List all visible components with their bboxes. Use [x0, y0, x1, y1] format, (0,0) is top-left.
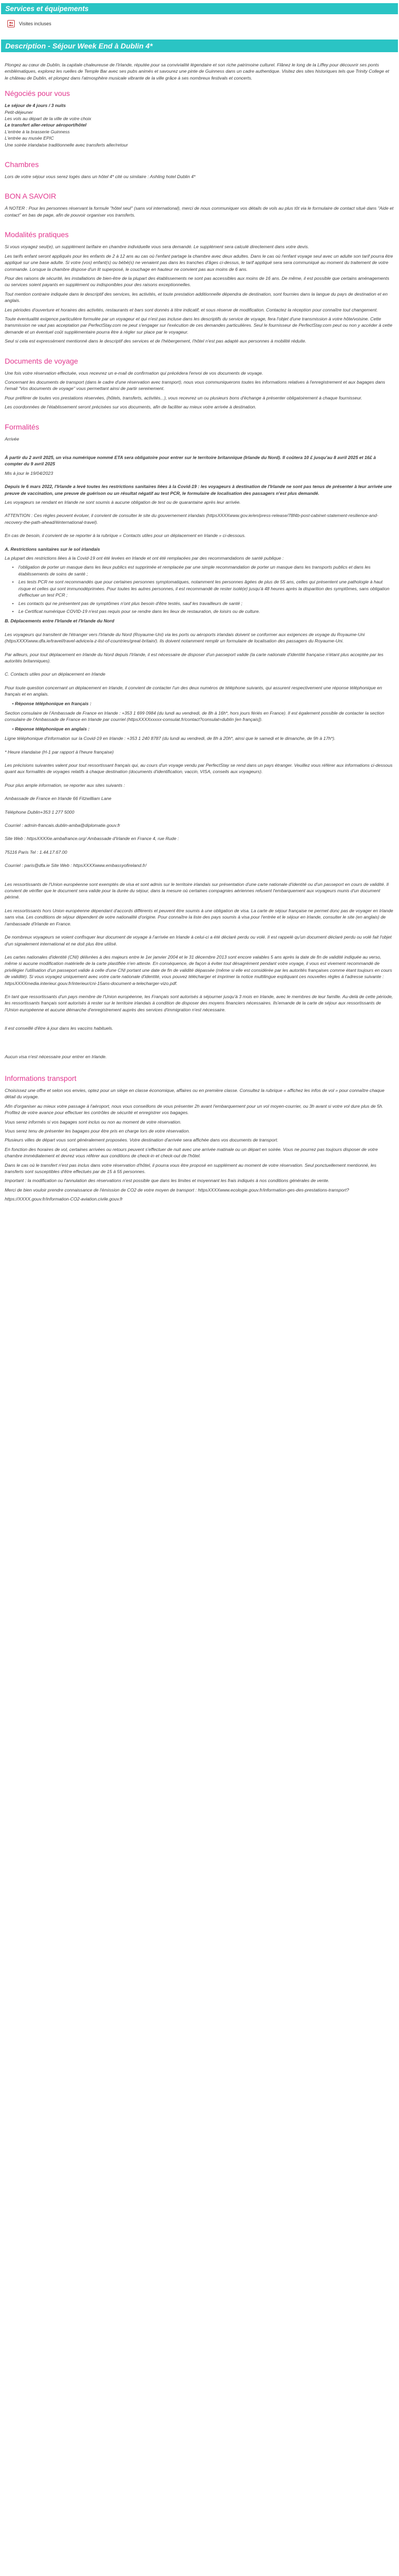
description-header: Description - Séjour Week End à Dublin 4* [1, 40, 398, 52]
chambres-title: Chambres [5, 160, 39, 169]
embassy-line: Ambassade de France en Irlande 66 Fitzwilliam Lane [5, 796, 112, 802]
description-content [0, 52, 399, 1203]
embassy-line: Téléphone Dublin+353 1 277 5000 [5, 809, 75, 815]
french-phone-text: Section consulaire de l'Ambassade de France en Irlande : +353 1 699 0984 (du lundi au vendredi, de 8h à 16h*, hors jours fériés en France). Il est également possible de contacter la section consulaire de l'Ambassade de France en Irlande par courriel (httpsXXXXxxxxx-consulat.fr/contact?consulat=dublin [en français]). [5, 710, 384, 723]
section-b-text: Les voyageurs qui transitent de l'étranger vers l'Irlande du Nord (Royaume-Uni) via les ports ou aéroports irlandais doivent se conformer aux exigences de voyage du Royaume-Uni (httpsXXXXwww.dfa.ie/travel/travel-advice/a-z-list-of-countries/great-britain/). Ils doivent notamment remplir un formulaire de localisation des passagers du Royaume-Uni. [5, 631, 365, 644]
chambres-text: Lors de votre séjour vous serez logés dans un hôtel 4* cité ou similaire : Ashling hotel Dublin 4* [5, 174, 196, 180]
transport-paragraph: Plusieurs villes de départ vous sont généralement proposées. Votre destination d'arrivée sera affichée dans vos documents de transport. [5, 1137, 278, 1143]
formalites-paragraph: En cas de besoin, il convient de se reporter à la rubrique « Contacts utiles pour un déplacement en Irlande » ci-dessous. [5, 533, 246, 539]
formalites-paragraph: En tant que ressortissants d'un pays membre de l'Union européenne, les Français sont autorisés à séjourner jusqu'à 3 mois en Irlande, avec le membres de leur famille. Au-delà de cette période, les ressortissants français sont autorisés à rester sur le territoire irlandais à condition de disposer des moyens financiers nécessaires. Ils'emande de la carte de séjour aux ressortissants de l'Union européenne et aucune démarche d'enregistrement auprès des services d'immigration n'est nécessaire. [5, 993, 393, 1012]
attention-text: ATTENTION : Ces règles peuvent évoluer, il convient de consulter le site du gouvernement irlandais (httpsXXXXwww.gov.ie/en/press-release/78f4b-post-cabinet-statement-resilience-and-recovery-the-path-ahead/#international-travel). [5, 513, 378, 525]
formalites-paragraph: Pour plus ample information, se reporter aux sites suivants : [5, 782, 125, 788]
list-item: • Les contacts qui ne présentent pas de symptômes n'ont plus besoin d'être testés, sauf les travailleurs de santé ; [12, 600, 394, 607]
group-icon [7, 20, 15, 27]
transport-paragraph: Vous serez informés si vos bagages sont inclus ou non au moment de votre réservation. [5, 1119, 182, 1125]
documents-paragraph: Concernant les documents de transport (dans le cadre d'une réservation avec transport), nous vous communiquerons toutes les informations relatives à l'enregistrement et aux bagages dans l'email "Vos documents de voyage" vous permettant ainsi de partir sereinement. [5, 379, 385, 392]
embassy-line: Courriel : paris@dfa.ie Site Web : httpsXXXXwww.embassyofireland.fr/ [5, 863, 147, 869]
transport-paragraph: Dans le cas où le transfert n'est pas inclus dans votre réservation d'hôtel, il pourra vous être proposé en supplément au moment de votre réservation. Seul ponctuellement mentionné, les transferts sont susceptibles d'être effectués par de 15 à 55 personnes. [5, 1162, 376, 1175]
formalites-paragraph: Les ressortissants hors Union européenne dépendant d'accords différents et peuvent être soumis à une obligation de visa. La carte de séjour française ne permet donc pas de voyager en Irlande sans visa. Les conditions de séjour dépendent de votre nationalité d'origine. Pour connaître la liste des pays soumis à visa pour l'entrée et le séjour en Irlande, consulter le site (en anglais) de l'ambassade d'Irlande en France. [5, 908, 393, 926]
transport-paragraph: Merci de bien vouloir prendre connaissance de l'émission de CO2 de votre moyen de transport : httpsXXXXwww.ecologie.gouv.fr/information-ges-des-prestations-transport? [5, 1187, 349, 1193]
bon-a-savoir-title: BON A SAVOIR [5, 192, 56, 201]
list-item: L'entrée à la brasserie Guinness [5, 129, 70, 134]
bon-a-savoir-text: À NOTER : Pour les personnes réservant la formule "hôtel seul" (sans vol international), merci de nous communiquer vos détails de vols au plus tôt via le formulaire de contact situé dans "Aide et contact" en bas de page, afin de pouvoir organiser vos transferts. [5, 206, 394, 218]
embassy-line: 75116 Paris Tel : 1.44.17.67.00 [5, 849, 67, 855]
transport-paragraph: https://XXXX.gouv.fr/information-CO2-aviation.civile.gouv.fr [5, 1196, 123, 1202]
section-b-title: B. Déplacements entre l'Irlande et l'Irlande du Nord [5, 618, 114, 624]
transport-paragraph: En fonction des horaires de vol, certaines arrivées ou retours peuvent s'effectuer de nuit avec une arrivée matinale ou un départ en soirée. Vous ne pourrez pas toujours disposer de votre chambre immédiatement et devrez vous référer aux conditions de check-in et check-out de l'hôtel. [5, 1146, 378, 1159]
transport-paragraph: Important : la modification ou l'annulation des réservations n'est possible que dans les limites et moyennant les frais indiqués à nos conditions générales de vente. [5, 1178, 330, 1184]
modalites-title: Modalités pratiques [5, 230, 69, 239]
depuis-text: Depuis le 6 mars 2022, l'Irlande a levé toutes les restrictions sanitaires liées à la Covid-19 : les voyageurs à destination de l'Irlande ne sont pas tenus de présenter à leur arrivée une preuve de vaccination, une preuve de guérison ou un résultat négatif au test PCR, le formulaire de localisation des passagers n'est plus demandé. [5, 484, 392, 496]
formalites-title: Formalités [5, 422, 39, 431]
formalites-paragraph [5, 483, 394, 496]
negocies-title: Négociés pour vous [5, 89, 70, 98]
list-item: L'entrée au musée EPIC [5, 135, 54, 141]
transport-paragraph: Choisissez une offre et selon vos envies, optez pour un siège en classe économique, affaires ou en première classe. Consultez la rubrique « affichez les infos de vol » pour connaître chaque détail du voyage. [5, 1087, 385, 1100]
documents-title: Documents de voyage [5, 356, 78, 365]
documents-paragraph: Pour préférer de toutes vos prestations réservées, (hôtels, transferts, activités...), vous recevrez un ou plusieurs bons d'échange à présenter obligatoirement à chaque fournisseur. [5, 395, 363, 401]
embassy-line: Courriel : admin-francais.dublin-amba@diplomatie.gouv.fr [5, 823, 121, 828]
sub-bullet-label: • Réponse téléphonique en anglais : [12, 726, 89, 731]
transport-title: Informations transport [5, 1074, 77, 1082]
modalites-paragraph: Pour des raisons de sécurité, les installations de bien-être de la plupart des établissements ne sont pas accessibles aux moins de 16 ans. De même, il est possible que certains aménagements ou services soient payants en supplément ou indisponibles pour des raisons exceptionnelles. [5, 275, 390, 288]
intro-text: Plongez au cœur de Dublin, la capitale chaleureuse de l'Irlande, réputée pour sa convivialité légendaire et son riche patrimoine culturel. Flânez le long de la Liffey pour découvrir ses ponts emblématiques, explorez les ruelles de Temple Bar avec ses pubs animés et savourez une pinte de Guinness dans un cadre authentique. Visitez des sites historiques tels que Trinity College et le château de Dublin, et plongez dans l'atmosphère musicale vibrante de la ville grâce à ses nombreux festivals et concerts. [5, 62, 390, 81]
transport-paragraph: Vous serez tenu de présenter les bagages pour être pris en charge lors de votre réservation. [5, 1128, 190, 1134]
modalites-paragraph: Les tarifs enfant seront appliqués pour les enfants de 2 à 12 ans au cas où l'enfant partage la chambre avec deux adultes. Dans le cas où l'enfant voyage seul avec un adulte son tarif pourra être appliqué sur une base adulte. Si votre (vos) enfant(s) ou bébé(s) ne venaient pas dans les tranches d'âges ci-dessus, le tarif appliqué sera sera communiqué au moment du traitement de votre commande. Lorsque la chambre dispose d'un lit superposé, le couchage en hauteur ne convient pas aux moins de 6 ans. [5, 253, 393, 272]
list-item: Le séjour de 4 jours / 3 nuits [5, 103, 66, 109]
sub-bullet-label: • Réponse téléphonique en français : [12, 701, 92, 706]
documents-paragraph: Une fois votre réservation effectuée, vous recevrez un e-mail de confirmation qui précédera l'envoi de vos documents de voyage. [5, 370, 263, 376]
arrivee-label: Arrivée [5, 436, 19, 442]
section-a-bullets [12, 564, 394, 614]
formalites-paragraph: De nombreux voyageurs se voient confisquer leur document de voyage à l'arrivée en Irlande à celui-ci a été déclaré perdu ou volé. Il est rappelé qu'un document déclaré perdu ou volé fait l'objet d'un signalement international et ne doit plus être utilisé. [5, 934, 392, 947]
sub-bullet-en [12, 726, 394, 732]
embassy-line: Site Web : httpsXXXXie.ambafrance.org/ Ambassade d'Irlande en France 4, rue Rude : [5, 836, 179, 842]
time-note: * Heure irlandaise (H-1 par rapport à l'heure française) [5, 749, 114, 755]
list-item: Une soirée irlandaise traditionnelle avec transferts aller/retour [5, 142, 128, 148]
formalites-paragraph: Les ressortissants de l'Union européenne sont exemptés de visa et sont admis sur le territoire irlandais sur présentation d'une carte nationale d'identité ou d'un passeport en cours de validité. Il convient de vérifier que le document sera valide pour la durée du séjour, dans la mesure où certaines compagnies aériennes refusent l'embarquement aux voyageurs munis d'un document périmé. [5, 881, 389, 900]
formalites-paragraph: Les voyageurs se rendant en Irlande ne sont soumis à aucune obligation de test ou de quarantaine après leur arrivée. [5, 500, 241, 505]
modalites-paragraph: Seul si cela est expressément mentionné dans le descriptif des services et de l'hébergement, l'hôtel n'est pas adapté aux personnes à mobilité réduite. [5, 338, 306, 344]
section-a-text: La plupart des restrictions liées à la Covid-19 ont été levées en Irlande et ont été remplacées par des recommandations de santé publique : [5, 555, 284, 561]
modalites-paragraph: Tout mention contraire indiquée dans le descriptif des services, les activités, et toute prestation additionnelle dépendra de destination, sont fournies dans la langue du pays de destination et en anglais. [5, 291, 388, 304]
section-c-text: Pour toute question concernant un déplacement en Irlande, il convient de contacter l'un des deux numéros de téléphone suivants, qui assurent respectivement une réponse téléphonique en français et en anglais. [5, 685, 382, 697]
eta-notice: À partir du 2 avril 2025, un visa numérique nommé ETA sera obligatoire pour entrer sur le territoire britannique (Irlande du Nord). Il coûtera 10 £ jusqu'au 8 avril 2025 et 16£ à compter du 9 avril 2025 [5, 455, 376, 467]
list-item: Les vols au départ de la ville de votre choix [5, 116, 92, 122]
formalites-paragraph: Les cartes nationales d'identité (CNI) délivrées à des majeurs entre le 1er janvier 2004 et le 31 décembre 2013 sont encore valables 5 ans après la date de fin de validité indiquée au verso, même si aucune modification matérielle de la carte plastifiée n'en atteste. En conséquence, de façon à éviter tout désagrément pendant votre voyage, il vous est vivement recommandé de privilégier l'utilisation d'un passeport valide à celle d'une CNI portant une date de fin de validité dépassée (même si elle est considérée par les autorités françaises comme étant toujours en cours de validité). Si vous voyagez uniquement avec votre carte nationale d'identité, vous pouvez télécharger et imprimer la notice multilingue expliquant ces nouvelles règles à l'adresse suivante : httpsXXXXmedia.interieur.gouv.fr/interieur/cni-15ans-document-a-telecharger-vizo.pdf. [5, 954, 392, 986]
section-a-title: A. Restrictions sanitaires sur le sol irlandais [5, 546, 101, 552]
sub-bullet-fr [12, 700, 394, 707]
list-item: • Le Certificat numérique COVID-19 n'est pas requis pour se rendre dans les lieux de restauration, de loisirs ou de culture. [12, 608, 394, 614]
amenity-label: Visites incluses [19, 21, 52, 26]
modalites-paragraph: Si vous voyagez seul(e), un supplément tarifaire en chambre individuelle vous sera demandé. Le supplément sera calculé directement dans votre devis. [5, 244, 310, 250]
modalites-paragraph: Toute éventualité exigence particulière formulée par un voyageur et qui n'est pas incluse dans les descriptifs du service de voyage, fera l'objet d'une transmission à votre hôte/voisine. Cette transmission ne vaut pas acceptation par PerfectStay.com ne peut s'engager sur l'exécution de ces demandes particulières. Seul le fournisseur de PerfectStay.com peut ou non y accéder à cette demande et un éventuel coût supplémentaire pourra être à régler sur place par le voyageur. [5, 316, 393, 335]
formalites-paragraph: Aucun visa n'est nécessaire pour entrer en Irlande. [5, 1053, 107, 1059]
section-b-text-2: Par ailleurs, pour tout déplacement en Irlande du Nord depuis l'Irlande, il est nécessaire de disposer d'un passeport valide (la carte nationale d'identité française n'étant plus acceptée par les autorités britanniques). [5, 651, 384, 663]
negocies-list [5, 102, 394, 148]
amenity-item [0, 14, 399, 32]
list-item: Le transfert aller-retour aéroport/hôtel [5, 122, 87, 128]
update-date: Mis à jour le 19/04/2023 [5, 470, 53, 476]
transport-paragraph: Afin d'organiser au mieux votre passage à l'aéroport, nous vous conseillons de vous présenter 2h avant l'embarquement pour un vol moyen-courrier, ou 3h avant si votre vol dure plus de 5h. Profitez de votre avance pour effectuer les contrôles de sécurité et enregistrer vos bagages. [5, 1103, 384, 1116]
formalites-paragraph: Il est conseillé d'être à jour dans les vaccins habituels. [5, 1026, 114, 1031]
modalites-paragraph: Les périodes d'ouverture et horaires des activités, restaurants et bars sont donnés à titre indicatif, et sous réserve de modification. Contactez la réception pour connaître tout changement. [5, 307, 378, 313]
list-item: Petit-déjeuner [5, 109, 33, 115]
section-c-title: C. Contacts utiles pour un déplacement en Irlande [5, 671, 106, 677]
list-item: • Les tests PCR ne sont recommandés que pour certaines personnes symptomatiques, notamment les personnes âgées de plus de 55 ans, celles qui présentent une pathologie à haut risque et celles qui sont immunodéprimées. Pour toutes les autres personnes, il est recommandé de rester isolé(e) jusqu'à 48 heures après la disparition des symptômes, sans obligation d'effectuer un test PCR ; [12, 579, 394, 598]
services-header: Services et équipements [1, 3, 398, 14]
english-phone-text: Ligne téléphonique d'information sur la Covid-19 en Irlande : +353 1 240 8787 (du lundi au vendredi, de 8h à 20h*, ainsi que le samedi et le dimanche, de 9h à 17h*). [5, 736, 336, 741]
list-item: • l'obligation de porter un masque dans les lieux publics est supprimée et remplacée par une simple recommandation de porter un masque dans les transports publics et dans les établissements de soins de santé ; [12, 564, 394, 577]
formalites-paragraph: Les précisions suivantes valent pour tout ressortissant français qui, au cours d'un voyage vendu par PerfectStay se rend dans un pays étranger. Veuillez vous référer aux informations ci-dessous quant aux formalités de voyages relatifs à chaque destination (documents d'identification, vaccin, VISA, conseils aux voyageurs). [5, 763, 393, 775]
documents-paragraph: Les coordonnées de l'établissement seront précisées sur vos documents, afin de faciliter au mieux votre arrivée à destination. [5, 404, 256, 410]
